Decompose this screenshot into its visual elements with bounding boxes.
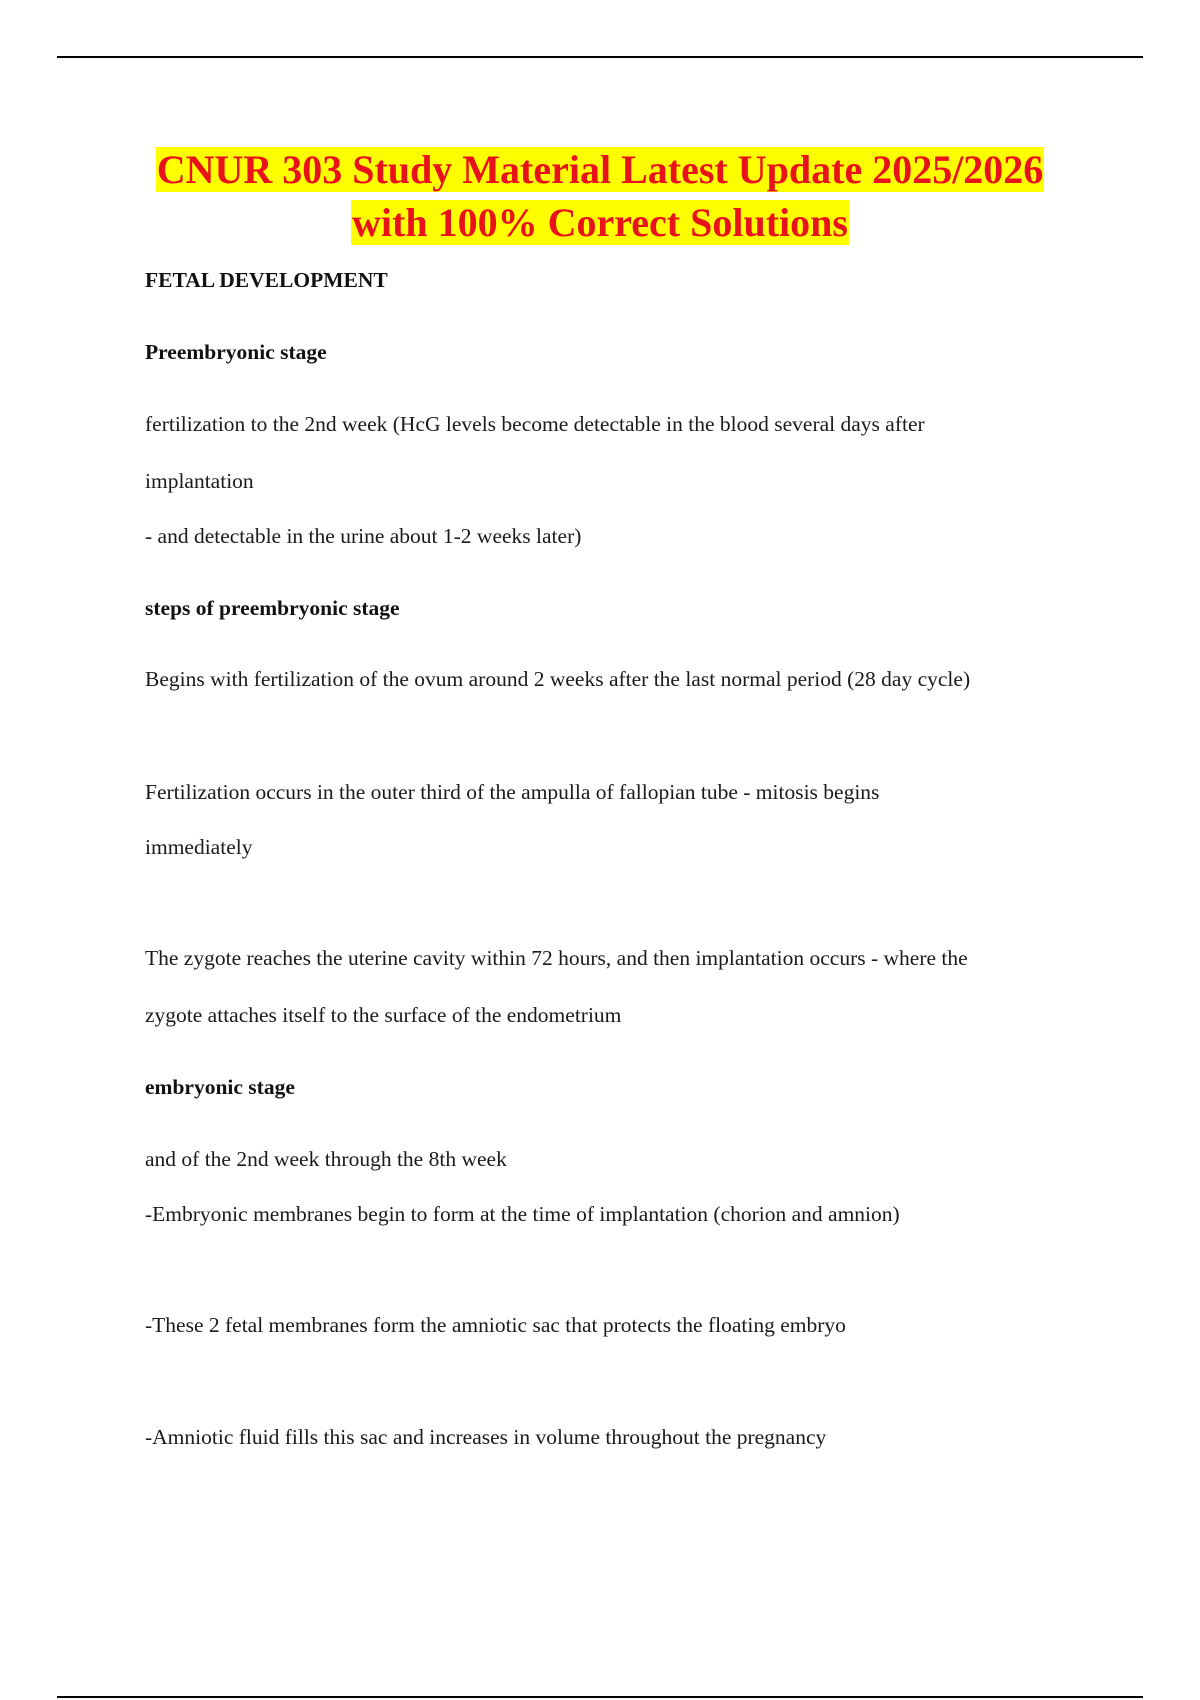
steps-paragraph-3-line-1: The zygote reaches the uterine cavity within 72 hours, and then implantation occurs - where the [145, 946, 968, 970]
bottom-rule [57, 1696, 1143, 1698]
title-line-2: with 100% Correct Solutions [352, 200, 848, 245]
steps-paragraph-2-line-2: immediately [145, 835, 253, 859]
title-line-1: CNUR 303 Study Material Latest Update 2025/2026 [156, 147, 1044, 192]
steps-paragraph-3-line-2: zygote attaches itself to the surface of the endometrium [145, 1003, 622, 1027]
preembryonic-heading: Preembryonic stage [145, 340, 327, 364]
preembryonic-line-2: implantation [145, 469, 254, 493]
steps-paragraph-1: Begins with fertilization of the ovum around 2 weeks after the last normal period (28 day cycle) [145, 667, 971, 691]
embryonic-line-1: and of the 2nd week through the 8th week [145, 1147, 507, 1171]
document-title [0, 143, 1200, 249]
top-rule [57, 56, 1143, 58]
section-heading: FETAL DEVELOPMENT [145, 268, 388, 292]
steps-paragraph-2-line-1: Fertilization occurs in the outer third of the ampulla of fallopian tube - mitosis begins [145, 780, 880, 804]
embryonic-line-3: -These 2 fetal membranes form the amniotic sac that protects the floating embryo [145, 1313, 846, 1337]
embryonic-heading: embryonic stage [145, 1075, 295, 1099]
preembryonic-line-1: fertilization to the 2nd week (HcG levels become detectable in the blood several days after [145, 412, 925, 436]
embryonic-line-2: -Embryonic membranes begin to form at the time of implantation (chorion and amnion) [145, 1202, 900, 1226]
embryonic-line-4: -Amniotic fluid fills this sac and increases in volume throughout the pregnancy [145, 1425, 827, 1449]
preembryonic-line-3: - and detectable in the urine about 1-2 weeks later) [145, 524, 582, 548]
steps-heading: steps of preembryonic stage [145, 596, 400, 620]
